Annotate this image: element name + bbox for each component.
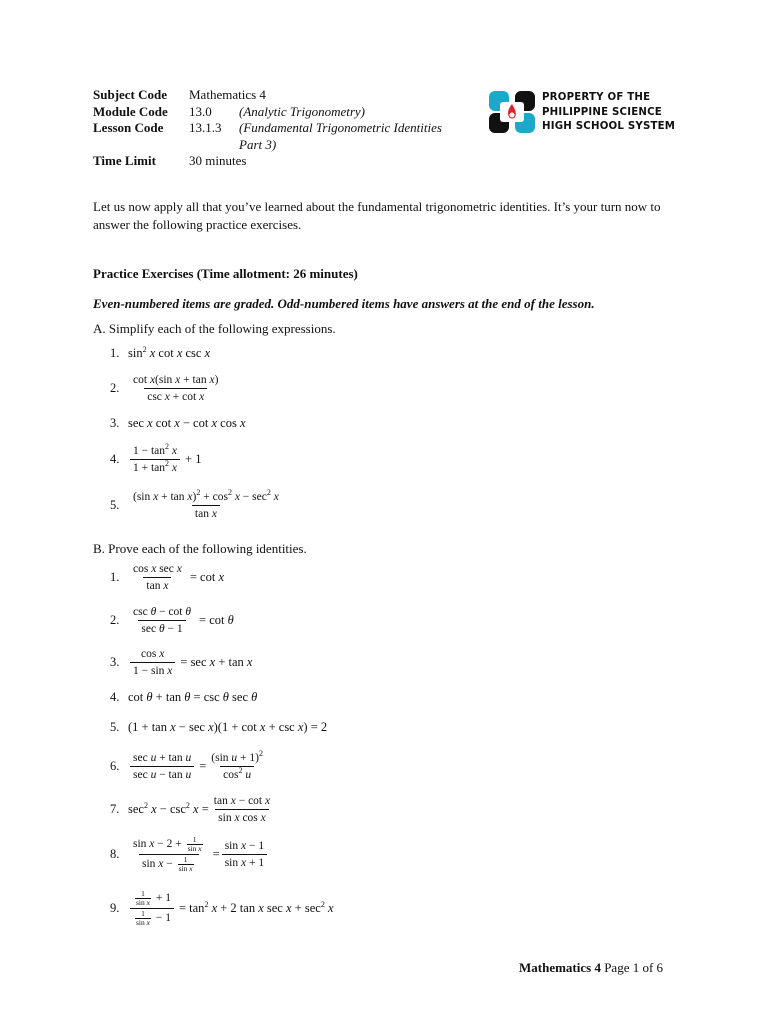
math-expression: $\sin^2 x$ cot x csc x (128, 345, 211, 360)
item-number: 3. (110, 655, 120, 669)
header-row (93, 153, 442, 170)
item-number: 4. (110, 690, 120, 704)
exercise-b1 (110, 562, 224, 593)
header-key (93, 137, 189, 154)
practice-heading: Practice Exercises (Time allotment: 26 minutes) (93, 266, 358, 281)
exercise-b4 (110, 690, 257, 705)
math-expression: = (212, 847, 220, 861)
exercise-a3 (110, 416, 246, 431)
math-expression: $\sec^2 x - \csc^2 x$ = (128, 801, 209, 816)
header-description: (Analytic Trigonometry) (239, 103, 366, 119)
item-number: 4. (110, 452, 120, 466)
math-fraction: $\frac{\text{cot x(sin x + tan x)}}{\text{csc x + cot x}}$ (133, 374, 219, 403)
item-number: 7. (110, 802, 120, 816)
exercise-b3 (110, 647, 252, 678)
math-fraction: $\frac{\text{sin x − 1}}{\text{sin x + 1}}$ (222, 839, 267, 870)
page-footer (519, 960, 663, 976)
intro-paragraph: Let us now apply all that you’ve learned about the fundamental trigonometric identities. It’s your turn now to answer the following practice exercises. (93, 199, 661, 232)
header-description: Part 3) (239, 136, 277, 152)
header-value: 13.1.3 (189, 120, 222, 135)
header-description: (Fundamental Trigonometric Identities (239, 120, 442, 135)
item-number: 5. (110, 720, 120, 734)
pshs-emblem-icon (489, 89, 537, 135)
pshs-logo (489, 89, 699, 135)
header-key: Subject Code (93, 87, 168, 102)
section-b-title: B. Prove each of the following identities. (93, 541, 307, 556)
math-expression: cot θ + tan θ = csc θ sec θ (128, 690, 258, 704)
item-number: 5. (110, 498, 120, 512)
math-expression: (1 + tan x − sec x)(1 + cot x + csc x) = 2 (128, 720, 328, 734)
exercise-a5 (110, 490, 284, 521)
header-row (93, 104, 442, 121)
math-fraction: sin x − 2 + $\frac{1}{\text{sin x}}$ sin x − $\frac{1}{\text{sin x}}$ (133, 835, 202, 873)
math-fraction: $\frac{1 - \tan^2 x}{1 + \tan^2 x}$ (130, 444, 180, 475)
item-number: 9. (110, 901, 120, 915)
item-number: 2. (110, 613, 120, 627)
item-number: 1. (110, 570, 120, 584)
header-row (93, 137, 442, 154)
math-expression: = (199, 759, 207, 773)
exercise-a4 (110, 444, 201, 475)
header-value: 13.0 (189, 103, 212, 119)
lesson-header-table (93, 87, 442, 170)
math-fraction: $\frac{\text{sec u + tan u}}{\text{sec u − tan u}}$ (130, 751, 194, 782)
math-fraction: $\frac{(\sin u + 1)^2}{\cos^2 u}$ (211, 749, 263, 781)
item-number: 1. (110, 346, 120, 360)
logo-line: PHILIPPINE SCIENCE (542, 106, 662, 118)
header-value: 30 minutes (189, 153, 247, 168)
exercise-b9 (110, 890, 334, 927)
exercise-a2 (110, 373, 223, 404)
footer-subject: Mathematics 4 (519, 960, 601, 975)
logo-line: HIGH SCHOOL SYSTEM (542, 121, 676, 132)
math-expression: = cot x (189, 570, 225, 584)
item-number: 3. (110, 416, 120, 430)
header-value: Mathematics 4 (189, 87, 266, 102)
exercise-b5 (110, 720, 327, 735)
header-key: Lesson Code (93, 120, 164, 135)
exercise-a1 (110, 346, 210, 361)
math-fraction: $\frac{\text{tan x − cot x}}{\text{sin x cos x}}$ (213, 795, 271, 824)
math-expression: sec x cot x − cot x cos x (128, 416, 246, 430)
grading-note: Even-numbered items are graded. Odd-numbered items have answers at the end of the lesson. (93, 296, 595, 311)
item-number: 6. (110, 759, 120, 773)
item-number: 8. (110, 847, 120, 861)
header-value (189, 137, 239, 154)
logo-text (542, 91, 675, 135)
math-expression: = sec x + tan x (180, 655, 253, 669)
exercise-b6 (110, 751, 268, 782)
math-fraction: $\frac{(\sin x + \tan x)^2 + \cos^2 x - \sec^2 x}{\text{tan x}}$ (133, 488, 279, 520)
math-expression: + 1 (185, 452, 202, 466)
header-key: Module Code (93, 103, 168, 119)
math-fraction: $\frac{\text{cos x sec x}}{\text{tan x}}$ (133, 563, 182, 592)
logo-line: PROPERTY OF THE (542, 92, 651, 103)
math-expression: = cot θ (199, 613, 234, 627)
header-row (93, 120, 442, 137)
math-expression: = $\tan^2 x + 2$ tan x $\sec x + \sec^2 x$ (178, 900, 334, 915)
exercise-b8 (110, 836, 269, 873)
footer-page-number: Page 1 of 6 (604, 960, 664, 975)
header-row (93, 87, 442, 104)
item-number: 2. (110, 381, 120, 395)
math-fraction: $\frac{\text{cos x}}{\text{1 − sin x}}$ (130, 647, 175, 678)
section-a-title: A. Simplify each of the following expressions. (93, 321, 336, 336)
exercise-b2 (110, 605, 234, 636)
exercise-b7 (110, 794, 275, 825)
math-fraction: $\frac{1}{\text{sin x}}$ + 1 $\frac{1}{\text{sin x}}$ − 1 (130, 890, 174, 927)
header-key: Time Limit (93, 153, 156, 168)
math-fraction: $\frac{\text{csc θ − cot θ}}{\text{sec θ − 1}}$ (133, 606, 192, 635)
